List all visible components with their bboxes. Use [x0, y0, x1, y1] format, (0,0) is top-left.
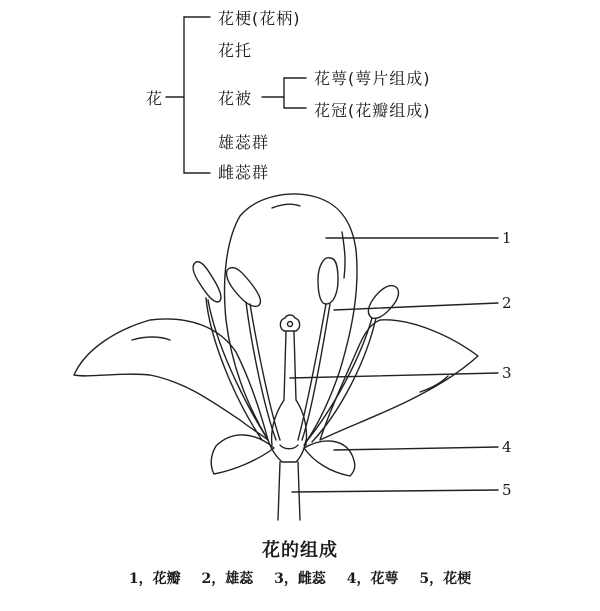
callout-3: 3	[502, 364, 512, 382]
stamens	[193, 258, 398, 442]
callout-2: 2	[502, 294, 512, 312]
tree-receptacle-label: 花托	[218, 41, 253, 60]
tree-gynoecium-label: 雌蕊群	[218, 163, 270, 182]
tree-brackets	[166, 17, 306, 173]
tree-perianth-label: 花被	[218, 89, 253, 108]
sepals	[211, 435, 355, 476]
callout-5: 5	[502, 481, 512, 499]
legend-item-stamen: 2，雄蕊	[201, 571, 254, 587]
tree-corolla-label: 花冠(花瓣组成)	[314, 101, 431, 120]
legend-item-petal: 1，花瓣	[128, 571, 181, 587]
tree-calyx-label: 花萼(萼片组成)	[314, 69, 431, 88]
caption-legend	[0, 568, 600, 588]
petals	[74, 194, 478, 445]
caption-title: 花的组成	[262, 540, 338, 561]
tree-root-label: 花	[146, 89, 164, 108]
legend-item-pedicel: 5，花梗	[419, 571, 472, 587]
legend-item-pistil: 3，雌蕊	[274, 571, 326, 587]
legend-item-calyx: 4，花萼	[346, 571, 399, 587]
tree-pedicel-label: 花梗(花柄)	[218, 9, 301, 28]
tree-androecium-label: 雄蕊群	[218, 133, 270, 152]
callout-1: 1	[502, 229, 512, 247]
callout-4: 4	[502, 438, 512, 456]
receptacle-and-pedicel	[268, 440, 306, 520]
